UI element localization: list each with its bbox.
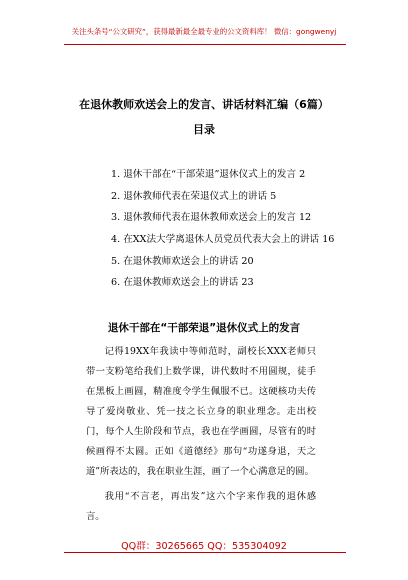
document-title: 在退休教师欢送会上的发言、讲话材料汇编（6篇） — [79, 98, 329, 111]
table-of-contents — [111, 168, 334, 298]
footer-contact-text: QQ群：30265665 QQ：535304092 — [121, 541, 287, 552]
toc-heading: 目录 — [193, 123, 215, 136]
toc-item-1: 1. 退休干部在“干部荣退”退休仪式上的发言 2 — [111, 169, 306, 180]
section-body — [86, 342, 316, 527]
header-divider — [64, 44, 346, 45]
toc-item-3: 3. 退休教师代表在退休教师欢送会上的发言 12 — [111, 212, 312, 224]
body-paragraph-2: 我用“不言老，再出发”这六个字来作我的退休感言。 — [86, 491, 316, 522]
header-promo-text: 关注头条号“公文研究”，获得最新最全最专业的公文资料库！ 微信：gongwenyj — [71, 27, 337, 36]
toc-item-4: 4. 在XX法大学离退休人员党员代表大会上的讲话 16 — [111, 234, 335, 246]
body-paragraph-1: 记得19XX年我读中等师范时，副校长XXX老师只带一支粉笔给我们上数学课，讲代数时不用圆规，徒手在黑板上画圆，精准度令学生佩服不已。这硬核功夫传导了爱岗敬业、凭一技之长立身的职业理念。走出校门，每个人生阶段和节点，我也在学画圆，尽管有的时候画得不太圆。正如《道德经》那句“功遂身退，天之道”所表达的，我在职业生涯，画了一个心满意足的圆。 — [86, 346, 316, 477]
toc-item-2: 2. 退休教师代表在荣退仪式上的讲话 5 — [111, 190, 277, 202]
toc-item-5: 5. 在退休教师欢送会上的讲话 20 — [111, 255, 254, 267]
footer-divider — [64, 552, 346, 553]
section-title: 退休干部在“干部荣退”退休仪式上的发言 — [107, 322, 301, 334]
toc-item-6: 6. 在退休教师欢送会上的讲话 23 — [111, 277, 254, 289]
